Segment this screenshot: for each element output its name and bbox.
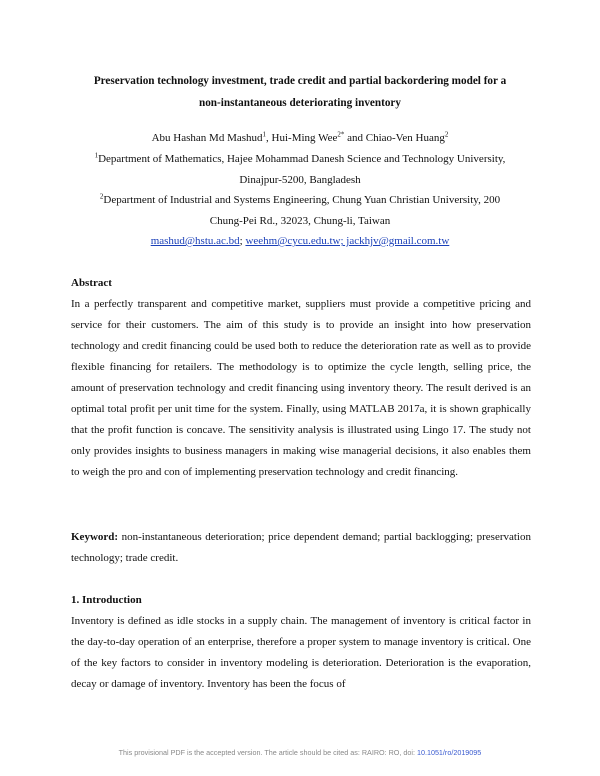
author-emails bbox=[60, 231, 540, 252]
email-link-2[interactable]: weehm@cycu.edu.tw; jackhjv@gmail.com.tw bbox=[245, 235, 450, 247]
email-link-1[interactable]: mashud@hstu.ac.bd bbox=[150, 235, 240, 247]
email-separator: ; bbox=[239, 235, 246, 247]
citation-footer bbox=[0, 748, 600, 757]
keywords-label: Keyword: bbox=[71, 531, 119, 543]
affiliation-2 bbox=[60, 190, 540, 232]
author-1-affiliation-mark: 1 bbox=[262, 130, 267, 139]
abstract-heading: Abstract bbox=[71, 277, 112, 289]
introduction-heading: 1. Introduction bbox=[71, 594, 142, 606]
paper-title bbox=[70, 70, 530, 114]
affiliation-2-line-1: Department of Industrial and Systems Engineering, Chung Yuan Christian University, 200 bbox=[103, 194, 501, 206]
title-line-1: Preservation technology investment, trade credit and partial backordering model for a bbox=[93, 75, 507, 87]
footer-text: This provisional PDF is the accepted version. The article should be cited as: RAIRO: RO, doi: bbox=[118, 748, 417, 757]
title-line-2: non-instantaneous deteriorating inventory bbox=[198, 97, 401, 109]
keywords bbox=[71, 527, 531, 569]
author-2: , Hui-Ming Wee bbox=[266, 132, 338, 144]
affiliation-2-mark: 2 bbox=[99, 192, 104, 201]
introduction-text: Inventory is defined as idle stocks in a supply chain. The management of inventory is critical factor in the day-to-day operation of an enterprise, therefore a proper system to manage inventory is critical. One of the key factors to consider in inventory modeling is deterioration. Deterioration is the evaporation, decay or damage of inventory. Inventory has been the focus of bbox=[71, 615, 531, 690]
keywords-text: non-instantaneous deterioration; price dependent demand; partial backlogging; preservation technology; trade credit. bbox=[71, 531, 531, 564]
author-3: and Chiao-Ven Huang bbox=[344, 132, 445, 144]
author-2-affiliation-mark: 2* bbox=[337, 130, 345, 139]
author-list bbox=[60, 128, 540, 149]
author-3-affiliation-mark: 2 bbox=[444, 130, 449, 139]
doi-link[interactable]: 10.1051/ro/2019095 bbox=[416, 748, 482, 757]
affiliation-1-line-2: Dinajpur-5200, Bangladesh bbox=[239, 174, 361, 186]
affiliation-1-line-1: Department of Mathematics, Hajee Mohammad Danesh Science and Technology University, bbox=[98, 153, 506, 165]
abstract-text: In a perfectly transparent and competitive market, suppliers must provide a competitive pricing and service for their customers. The aim of this study is to provide an insight into how preservation technology and credit financing could be used both to reduce the deterioration rate as well as to provide flexible financing for retailers. The methodology is to optimize the cycle length, selling price, the amount of preservation technology and credit financing using inventory theory. The result derived is an optimal total profit per unit time for the system. Finally, using MATLAB 2017a, it is shown graphically that the profit function is concave. The sensitivity analysis is illustrated using Lingo 17. The study not only provides insights to business managers in making wise managerial decisions, it also enables them to weigh the pro and con of implementing preservation technology and credit financing. bbox=[71, 298, 531, 478]
affiliation-1-mark: 1 bbox=[94, 151, 99, 160]
affiliation-1 bbox=[60, 149, 540, 191]
affiliation-2-line-2: Chung-Pei Rd., 32023, Chung-li, Taiwan bbox=[209, 215, 391, 227]
author-1: Abu Hashan Md Mashud bbox=[151, 132, 263, 144]
